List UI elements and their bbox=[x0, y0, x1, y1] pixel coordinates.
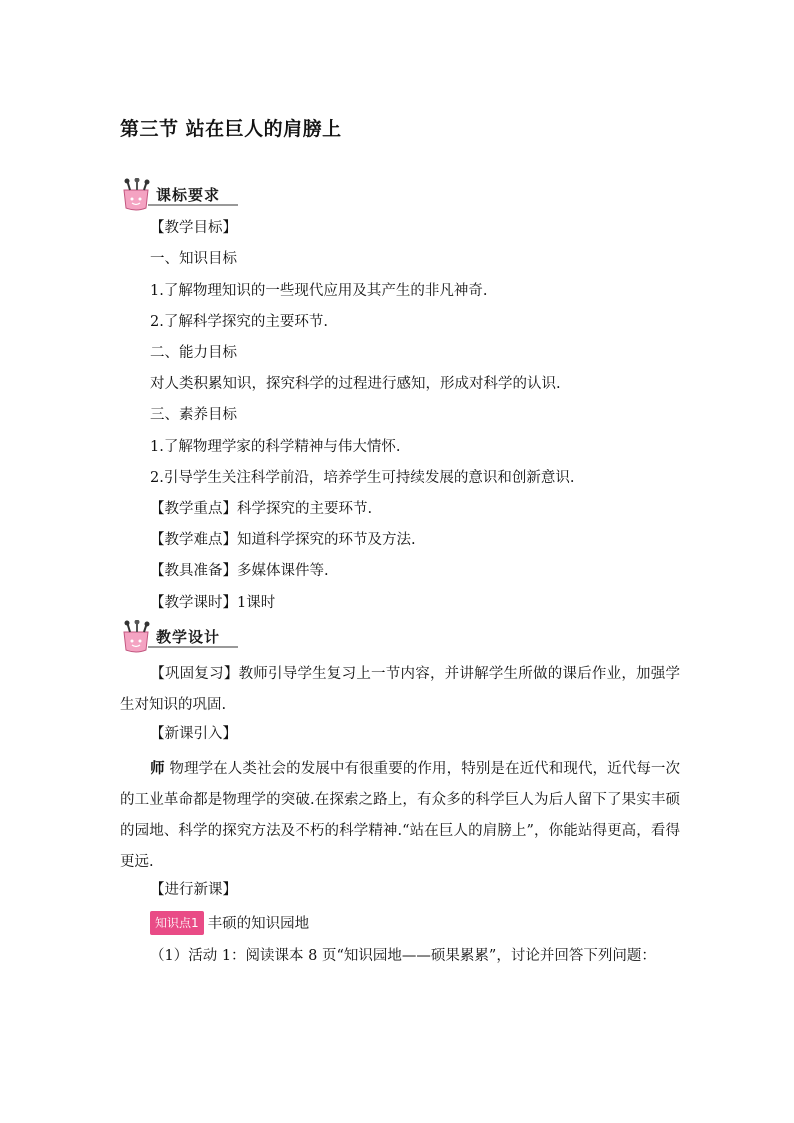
literacy-item-2: 2.引导学生关注科学前沿，培养学生可持续发展的意识和创新意识. bbox=[150, 470, 575, 486]
activity-text: （1）活动 1：阅读课本 8 页“知识园地——硕果累累”，讨论并回答下列问题： bbox=[150, 948, 656, 964]
intro-text: 物理学在人类社会的发展中有很重要的作用，特别是在近代和现代，近代每一次的工业革命都是物理学的突破.在探索之路上，有众多的科学巨人为后人留下了果实丰硕的园地、科学的探究方法及不朽的科学精神.“站在巨人的肩膀上”，你能站得更高，看得更远. bbox=[120, 761, 681, 870]
review-label: 【巩固复习】 bbox=[150, 666, 239, 682]
section-title: 教学设计 bbox=[156, 628, 221, 646]
periods-line bbox=[150, 592, 275, 614]
difficulty-line bbox=[150, 529, 416, 551]
section-header-curriculum bbox=[118, 178, 238, 212]
speaker-label: 师 bbox=[150, 760, 165, 777]
knowledge-point-badge: 知识点1 bbox=[150, 911, 204, 935]
knowledge-point-line bbox=[150, 911, 309, 935]
ability-item-1: 对人类积累知识，探究科学的过程进行感知，形成对科学的认识. bbox=[150, 376, 561, 392]
key-point-text: 科学探究的主要环节. bbox=[237, 501, 373, 517]
difficulty-label: 【教学难点】 bbox=[150, 532, 237, 548]
review-paragraph bbox=[120, 659, 680, 721]
literacy-item-1: 1.了解物理学家的科学精神与伟大情怀. bbox=[150, 439, 401, 455]
periods-label: 【教学课时】 bbox=[150, 595, 237, 611]
materials-text: 多媒体课件等. bbox=[237, 563, 329, 579]
difficulty-text: 知道科学探究的环节及方法. bbox=[237, 532, 416, 548]
knowledge-item-2: 2.了解科学探究的主要环节. bbox=[150, 314, 328, 330]
activity-paragraph bbox=[120, 941, 680, 972]
knowledge-heading: 一、知识目标 bbox=[150, 251, 237, 267]
objectives-heading: 【教学目标】 bbox=[150, 220, 237, 236]
page-title: 第三节 站在巨人的肩膀上 bbox=[120, 118, 342, 140]
section-title: 课标要求 bbox=[156, 186, 221, 204]
intro-heading: 【新课引入】 bbox=[150, 726, 237, 742]
materials-label: 【教具准备】 bbox=[150, 563, 237, 579]
materials-line bbox=[150, 560, 329, 582]
literacy-heading: 三、素养目标 bbox=[150, 407, 237, 423]
new-lesson-heading: 【进行新课】 bbox=[150, 882, 237, 898]
periods-text: 1课时 bbox=[237, 595, 276, 611]
intro-paragraph bbox=[120, 753, 680, 878]
key-point-label: 【教学重点】 bbox=[150, 501, 237, 517]
key-point-line bbox=[150, 498, 372, 520]
knowledge-item-1: 1.了解物理知识的一些现代应用及其产生的非凡神奇. bbox=[150, 283, 488, 299]
review-text: 教师引导学生复习上一节内容，并讲解学生所做的课后作业，加强学生对知识的巩固. bbox=[120, 666, 681, 713]
knowledge-point-title: 丰硕的知识园地 bbox=[207, 916, 310, 932]
section-header-design bbox=[118, 620, 238, 654]
ability-heading: 二、能力目标 bbox=[150, 345, 237, 361]
